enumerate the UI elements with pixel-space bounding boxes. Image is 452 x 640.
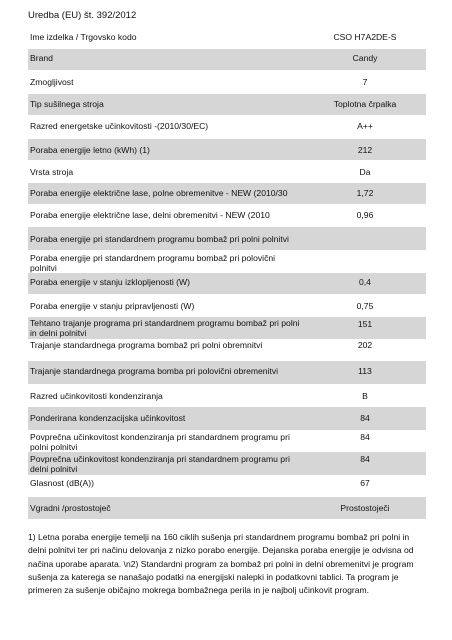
row-value: 84 xyxy=(360,432,370,442)
row-label: Poraba energije pri standardnem programu bombaž pri polovični polnitvi xyxy=(30,253,276,273)
row-label: Ponderirana kondenzacijska učinkovitost xyxy=(30,413,186,423)
row-value: 212 xyxy=(357,145,373,155)
row-value: 113 xyxy=(358,366,372,376)
row-label: Trajanje standardnega programa bomba pri polovični obremenitvi xyxy=(30,366,279,376)
row-value: 202 xyxy=(357,340,373,350)
row-label: Poraba energije v stanju pripravljenosti (W) xyxy=(30,301,195,311)
row-value: A++ xyxy=(357,121,373,131)
table-row xyxy=(28,452,426,475)
row-label: Poraba energije električne lase, delni obremenitvi - NEW (2010 xyxy=(30,210,270,220)
table-row xyxy=(28,339,426,361)
row-value: B xyxy=(362,391,368,401)
footnote: 1) Letna poraba energije temelji na 160 ciklih sušenja pri standardnem programu bombaž pri polni in delni polnitvi ter pri načinu delovanja z nizko porabo energije. Dejanska poraba energije je odvisna od načina uporabe aparata. \n2) Standardni program za bombaž pri polni in delni obremenitvi je program sušenja za katerega se nanašajo podatki na energijski nalepki in podatkovni tablici. Ta program je primeren za sušenje običajno mokrega bombažnega perila in je najbolj učinkovit program. xyxy=(28,532,414,596)
table-row xyxy=(28,227,426,250)
row-label: Tip sušilnega stroja xyxy=(30,99,104,109)
table-row xyxy=(28,70,426,94)
table-row xyxy=(28,497,426,519)
row-label: Ime izdelka / Trgovsko kodo xyxy=(30,32,137,42)
table-row xyxy=(28,139,426,160)
row-value: 84 xyxy=(360,454,370,464)
row-value: 0,96 xyxy=(356,210,374,220)
row-label: Povprečna učinkovitost kondenziranja pri standardnem programu pri delni polnitvi xyxy=(30,454,290,474)
table-row xyxy=(28,183,426,204)
table-row xyxy=(28,273,426,294)
table-row xyxy=(28,250,426,273)
row-value: Toplotna črpalka xyxy=(333,99,397,109)
table-row xyxy=(28,160,426,183)
row-value: 84 xyxy=(360,413,370,423)
table-row xyxy=(28,361,426,384)
row-label: Povprečna učinkovitost kondenziranja pri standardnem programu pri polni polnitvi xyxy=(30,432,290,452)
table-row xyxy=(28,317,426,339)
row-value: 0,75 xyxy=(356,301,374,311)
row-label: Tehtano trajanje programa pri standardnem programu bombaž pri polni in delni polnitvi xyxy=(30,318,300,338)
row-value: 7 xyxy=(362,77,368,87)
row-value: 1,72 xyxy=(356,188,374,198)
row-value: Prostostoječi xyxy=(340,503,390,513)
table-row xyxy=(28,115,426,139)
row-value: CSO H7A2DE-S xyxy=(333,32,397,42)
row-value: Candy xyxy=(352,53,378,63)
table-row xyxy=(28,94,426,115)
product-spec-table xyxy=(28,27,426,519)
row-label: Vrsta stroja xyxy=(30,167,74,177)
row-value: 67 xyxy=(360,478,370,488)
row-label: Brand xyxy=(30,53,53,63)
row-label: Razred energetske učinkovitosti -(2010/30/EC) xyxy=(30,121,209,131)
row-label: Glasnost (dB(A)) xyxy=(30,478,94,488)
row-label: Poraba energije letno (kWh) (1) xyxy=(30,145,150,155)
table-row xyxy=(28,407,426,430)
table-row xyxy=(28,384,426,407)
row-label: Trajanje standardnega programa bombaž pri polni obremnitvi xyxy=(30,340,263,350)
row-value: 0,4 xyxy=(359,277,371,287)
document-title: Uredba (EU) št. 392/2012 xyxy=(28,10,137,21)
row-label: Zmogljivost xyxy=(30,77,74,87)
row-label: Poraba energije električne lase, polne obremenitve - NEW (2010/30 xyxy=(30,188,288,198)
row-value: 151 xyxy=(357,319,373,329)
table-row xyxy=(28,430,426,452)
row-label: Razred učinkovitosti kondenziranja xyxy=(30,391,163,401)
table-row xyxy=(28,49,426,70)
row-label: Poraba energije pri standardnem programu bombaž pri polni polnitvi xyxy=(30,234,289,244)
table-row xyxy=(28,294,426,317)
table-row xyxy=(28,27,426,49)
table-row xyxy=(28,475,426,497)
row-label: Vgradni /prostostoječ xyxy=(30,503,111,513)
table-row xyxy=(28,204,426,227)
row-value: Da xyxy=(359,167,371,177)
row-label: Poraba energije v stanju izklopljenosti (W) xyxy=(30,277,191,287)
